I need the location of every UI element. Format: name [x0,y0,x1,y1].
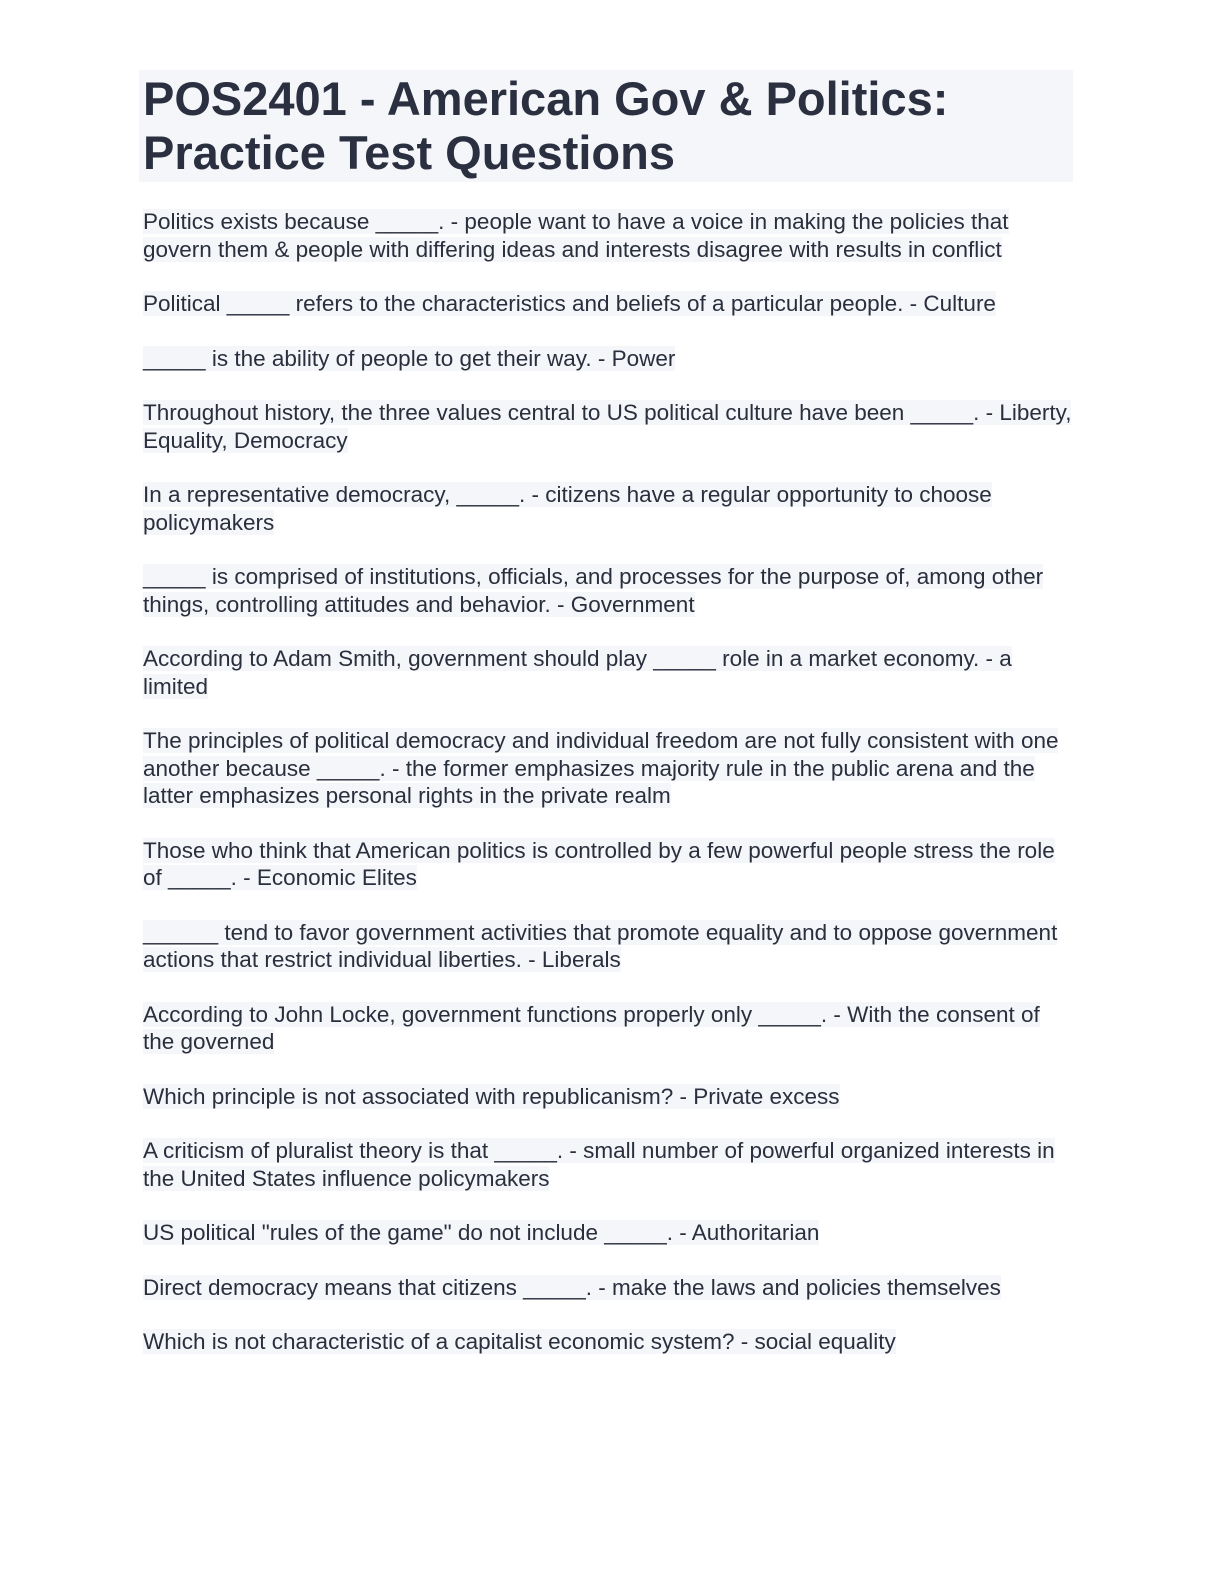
question-text: Which is not characteristic of a capitalist economic system? - social equality [143,1329,896,1354]
question-text: ______ tend to favor government activities that promote equality and to oppose government actions that restrict individual liberties. - Liberals [143,919,1058,972]
question-text: Direct democracy means that citizens _____. - make the laws and policies themselves [143,1274,1001,1300]
question-text: US political "rules of the game" do not include _____. - Authoritarian [143,1220,820,1245]
question-item [139,1274,1073,1302]
question-text: Throughout history, the three values central to US political culture have been _____. - Liberty, Equality, Democracy [143,400,1072,453]
title-block [139,70,1073,182]
question-list [139,208,1073,1356]
question-text: A criticism of pluralist theory is that _____. - small number of powerful organized interests in the United States influence policymakers [143,1138,1055,1191]
page-title: POS2401 - American Gov & Politics: Practice Test Questions [143,72,949,179]
question-item [139,1083,1073,1111]
question-text: _____ is comprised of institutions, officials, and processes for the purpose of, among other things, controlling attitudes and behavior. - Government [143,564,1044,617]
question-text: According to John Locke, government functions properly only _____. - With the consent of the governed [143,1001,1040,1054]
question-item [139,727,1073,810]
question-item [139,208,1073,263]
question-text: _____ is the ability of people to get their way. - Power [143,345,676,371]
question-text: Those who think that American politics is controlled by a few powerful people stress the role of _____. - Economic Elites [143,837,1055,890]
question-text: According to Adam Smith, government should play _____ role in a market economy. - a limited [143,646,1012,699]
question-item [139,1001,1073,1056]
question-item [139,1219,1073,1247]
question-text: Which principle is not associated with republicanism? - Private excess [143,1083,840,1109]
question-item [139,563,1073,618]
question-item [139,399,1073,454]
question-item [139,345,1073,373]
question-item [139,1137,1073,1192]
question-item [139,919,1073,974]
question-item [139,1328,1073,1356]
question-text: Political _____ refers to the characteristics and beliefs of a particular people. - Culture [143,291,996,316]
document-page [139,70,1073,1383]
question-text: In a representative democracy, _____. - citizens have a regular opportunity to choose policymakers [143,482,992,535]
question-text: Politics exists because _____. - people want to have a voice in making the policies that govern them & people with differing ideas and interests disagree with results in conflict [143,209,1009,262]
question-item [139,290,1073,318]
question-text: The principles of political democracy and individual freedom are not fully consistent with one another because _____. - the former emphasizes majority rule in the public arena and the latter emphasizes personal rights in the private realm [143,728,1059,808]
question-item [139,645,1073,700]
question-item [139,481,1073,536]
question-item [139,837,1073,892]
